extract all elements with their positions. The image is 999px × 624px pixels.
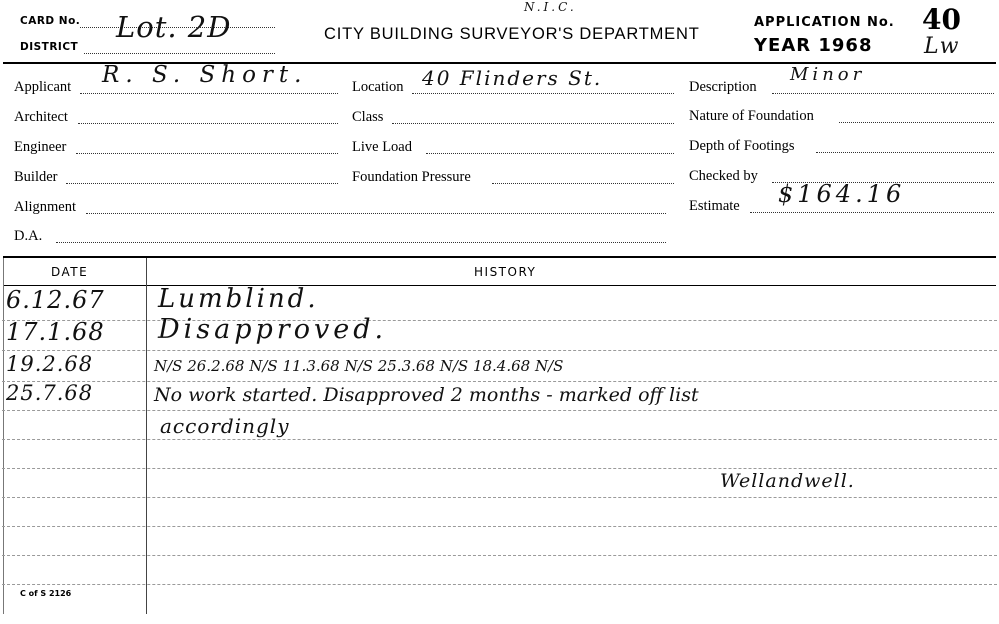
card-district-handwriting: Lot. 2D: [116, 10, 232, 44]
description-value: Minor: [790, 64, 866, 85]
history-text: Lumblind.: [158, 284, 319, 314]
depth-of-footings-line: [816, 152, 994, 153]
ruled-line: [2, 497, 997, 498]
architect-label: Architect: [14, 109, 68, 125]
left-edge: [3, 258, 4, 614]
depth-of-footings-label: Depth of Footings: [689, 138, 795, 154]
alignment-label: Alignment: [14, 199, 77, 215]
history-text: N/S 26.2.68 N/S 11.3.68 N/S 25.3.68 N/S 18.4.68 N/S: [154, 357, 564, 375]
applicant-label: Applicant: [14, 79, 72, 95]
class-line: [392, 123, 674, 124]
live-load-label: Live Load: [352, 139, 412, 155]
estimate-label: Estimate: [689, 198, 740, 214]
foundation-pressure-line: [492, 183, 674, 184]
location-label: Location: [352, 79, 404, 95]
applicant-line: [80, 93, 338, 94]
estimate-line: [750, 212, 994, 213]
initials-handwriting: Lw: [924, 34, 960, 59]
foundation-pressure-label: Foundation Pressure: [352, 169, 471, 185]
department-title: CITY BUILDING SURVEYOR'S DEPARTMENT: [324, 25, 700, 43]
builder-line: [66, 183, 338, 184]
alignment-line: [86, 213, 666, 214]
column-divider: [146, 258, 147, 614]
history-text: accordingly: [160, 414, 290, 438]
da-label: D.A.: [14, 228, 43, 244]
history-header-rule: [3, 285, 996, 286]
form-code: C of S 2126: [20, 589, 72, 598]
ruled-line: [2, 320, 997, 321]
application-number: 40: [922, 3, 961, 36]
application-no-label: APPLICATION No.: [754, 15, 895, 30]
year-label: YEAR 1968: [754, 35, 873, 56]
engineer-label: Engineer: [14, 139, 67, 155]
history-date: 25.7.68: [6, 381, 94, 405]
applicant-value: R. S. Short.: [102, 62, 308, 88]
history-column-header: HISTORY: [474, 265, 537, 279]
architect-line: [78, 123, 338, 124]
history-text: Disapproved.: [158, 314, 388, 345]
ruled-line: [2, 410, 997, 411]
engineer-line: [76, 153, 338, 154]
class-label: Class: [352, 109, 384, 125]
signature: Wellandwell.: [720, 470, 855, 492]
estimate-value: $164.16: [778, 180, 906, 208]
ruled-line: [2, 555, 997, 556]
ruled-line: [2, 439, 997, 440]
ruled-line: [2, 468, 997, 469]
description-label: Description: [689, 79, 757, 95]
history-date: 17.1.68: [6, 318, 105, 346]
checked-by-label: Checked by: [689, 168, 758, 184]
location-line: [412, 93, 674, 94]
nature-of-foundation-line: [839, 122, 994, 123]
da-line: [56, 242, 666, 243]
nic-note: N.I.C.: [524, 0, 577, 14]
history-date: 19.2.68: [6, 352, 94, 376]
ruled-line: [2, 584, 997, 585]
description-line: [772, 93, 994, 94]
ruled-line: [2, 350, 997, 351]
live-load-line: [426, 153, 674, 154]
card-no-label: CARD No.: [20, 15, 81, 27]
fields-rule: [3, 256, 996, 258]
nature-of-foundation-label: Nature of Foundation: [689, 108, 814, 124]
date-column-header: DATE: [51, 265, 89, 279]
history-text: No work started. Disapproved 2 months - marked off list: [154, 384, 699, 406]
history-date: 6.12.67: [6, 286, 105, 314]
ruled-line: [2, 381, 997, 382]
builder-label: Builder: [14, 169, 58, 185]
ruled-line: [2, 526, 997, 527]
location-value: 40 Flinders St.: [422, 66, 603, 90]
district-line: [84, 53, 275, 54]
district-label: DISTRICT: [20, 41, 79, 53]
